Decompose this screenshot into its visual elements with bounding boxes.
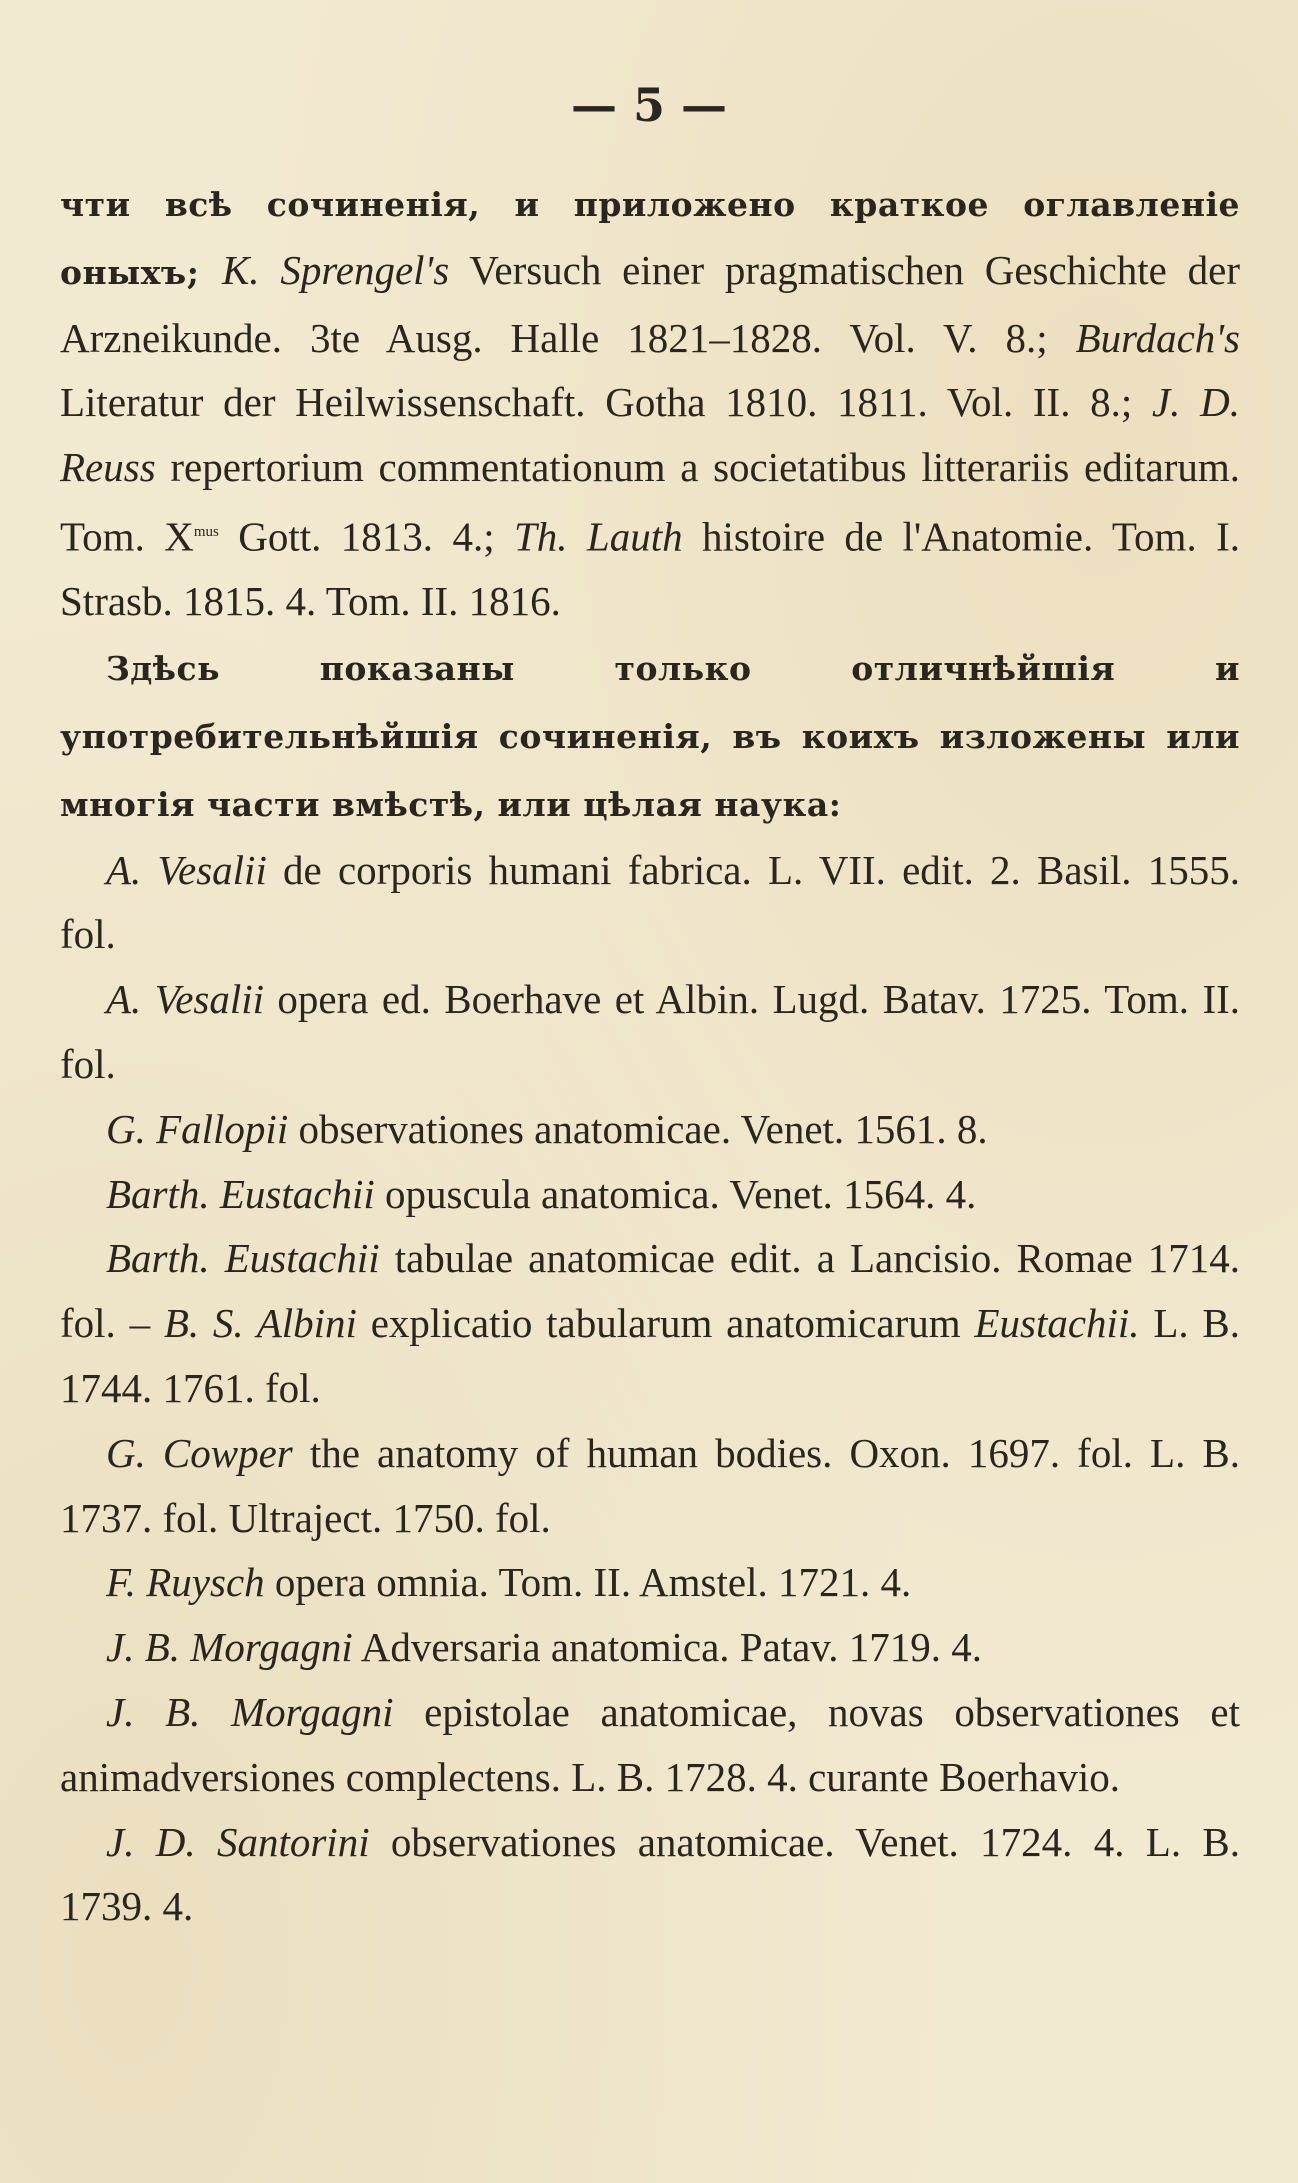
author-name: K. Sprengel's: [221, 246, 450, 293]
page-body: [60, 170, 1240, 1939]
author-name: G. Fallopii: [106, 1105, 289, 1152]
reference-text: de corporis humani fabrica. L. VII. edit. 2. Basil. 1555. fol.: [60, 846, 1240, 958]
paragraph-text: Здѣсь показаны только отличнѣйшія и употребительнѣйшія сочиненія, въ коихъ изложены или многія части вмѣстѣ, или цѣлая наука:: [60, 649, 1240, 824]
reference-text: observationes anatomicae. Venet. 1724. 4. L. B. 1739. 4.: [60, 1818, 1240, 1930]
reference-text: histoire de l'Anatomie. Tom. I. Strasb. 1815. 4. Tom. II. 1816.: [60, 513, 1240, 625]
author-name: Th. Lauth: [513, 513, 683, 560]
reference-text: opuscula anatomica. Venet. 1564. 4.: [374, 1170, 977, 1217]
author-name: A. Vesalii: [106, 976, 265, 1023]
author-name: B. S. Albini: [163, 1300, 357, 1347]
reference-entry: [60, 1615, 1240, 1680]
author-name: J. D. Santorini: [106, 1818, 370, 1865]
reference-entry: [60, 967, 1240, 1097]
reference-entry: [60, 1421, 1240, 1551]
reference-text: epistolae anatomicae, novas observationes et animadversiones complectens. L. B. 1728. 4. curante Boerhavio.: [60, 1688, 1240, 1800]
author-name: J. B. Morgagni: [106, 1624, 353, 1671]
paragraph-intro: [60, 634, 1240, 837]
paragraph-text: оныхъ;: [60, 252, 222, 292]
author-name: Barth. Eustachii: [106, 1235, 380, 1282]
page-number: — 5 —: [570, 78, 728, 132]
reference-entry: [60, 1810, 1240, 1940]
reference-entry: [60, 1550, 1240, 1615]
reference-text: Adversaria anatomica. Patav. 1719. 4.: [352, 1624, 982, 1671]
reference-entry: [60, 838, 1240, 968]
author-name: G. Cowper: [106, 1429, 293, 1476]
reference-text: L. B. 1744. 1761. fol.: [60, 1300, 1241, 1411]
author-name: Eustachii.: [974, 1300, 1140, 1347]
author-name: Barth. Eustachii: [106, 1170, 375, 1217]
reference-text: the anatomy of human bodies. Oxon. 1697. fol. L. B. 1737. fol. Ultraject. 1750. fol.: [60, 1429, 1240, 1541]
author-name: F. Ruysch: [106, 1559, 265, 1606]
reference-text: opera omnia. Tom. II. Amstel. 1721. 4.: [264, 1559, 912, 1606]
paragraph-sources: [60, 170, 1240, 634]
reference-entry: [60, 1162, 1240, 1227]
reference-text: repertorium commentationum a societatibus litterariis editarum. Tom. X: [60, 444, 1240, 560]
reference-text: opera ed. Boerhave et Albin. Lugd. Batav. 1725. Tom. II. fol.: [60, 976, 1240, 1088]
paragraph-text: чти всѣ сочиненія, и приложено краткое оглавленіе: [60, 185, 1240, 224]
reference-text: Gott. 1813. 4.;: [218, 513, 514, 560]
reference-text: explicatio tabularum anatomicarum: [356, 1300, 975, 1347]
author-name: Burdach's: [1075, 314, 1240, 361]
superscript: mus: [193, 523, 219, 540]
reference-entry: [60, 1226, 1240, 1420]
reference-text: Versuch einer pragmatischen Geschichte der Arzneikunde. 3te Ausg. Halle 1821–1828. Vol. V. 8.;: [60, 246, 1240, 361]
reference-text: observationes anatomicae. Venet. 1561. 8.: [288, 1105, 988, 1152]
author-name: A. Vesalii: [106, 846, 267, 893]
reference-entry: [60, 1680, 1240, 1810]
reference-text: Literatur der Heilwissenschaft. Gotha 1810. 1811. Vol. II. 8.;: [60, 379, 1152, 426]
reference-entry: [60, 1097, 1240, 1162]
author-name: J. B. Morgagni: [106, 1688, 394, 1735]
reference-text: tabulae anatomicae edit. a Lancisio. Romae 1714. fol. –: [60, 1235, 1241, 1347]
author-name: J. D. Reuss: [60, 379, 1240, 491]
